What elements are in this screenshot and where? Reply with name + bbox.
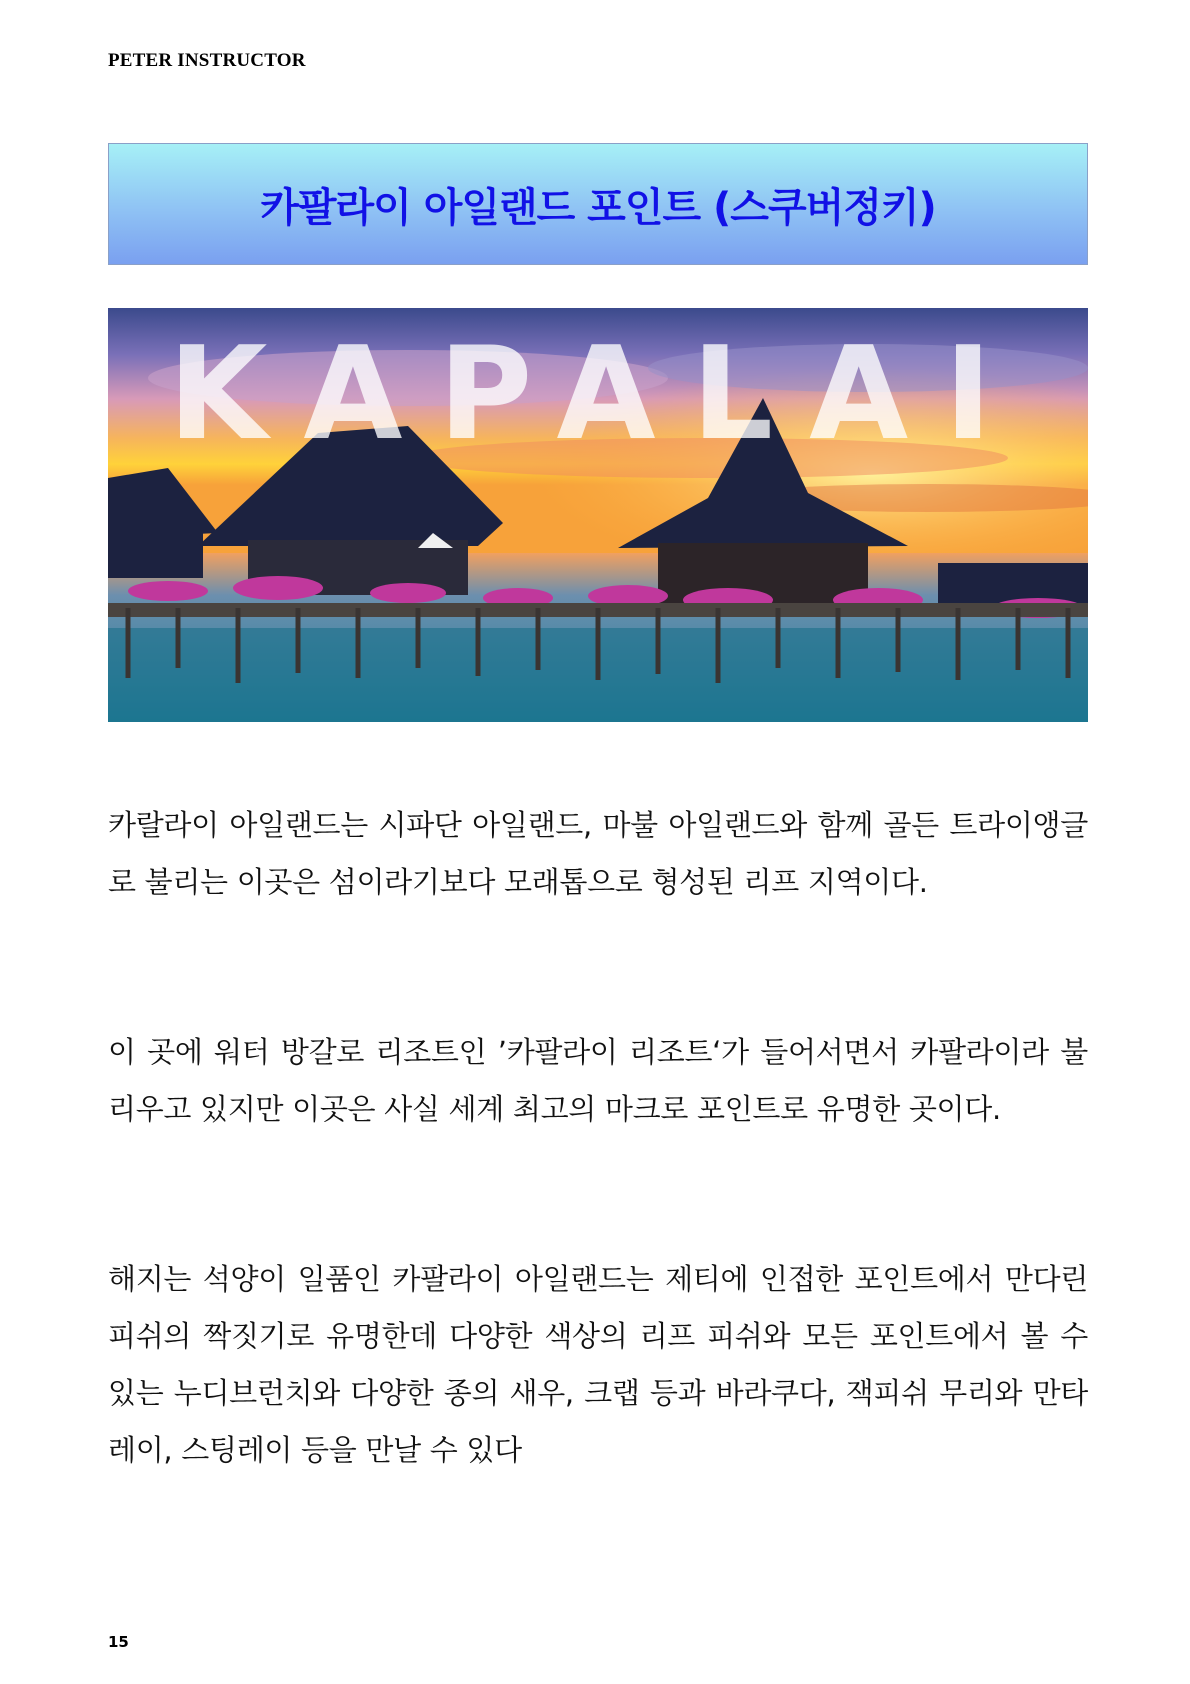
- paragraph-3: 해지는 석양이 일품인 카팔라이 아일랜드는 제티에 인접한 포인트에서 만다린 피쉬의 짝짓기로 유명한데 다양한 색상의 리프 피쉬와 모든 포인트에서 볼 수 있는 누디브런치와 다양한 종의 새우, 크랩 등과 바라쿠다, 잭피쉬 무리와 만타레이, 스팅레이 등을 만날 수 있다: [108, 1262, 1088, 1467]
- page-title: 카팔라이 아일랜드 포인트 (스쿠버정키): [260, 184, 936, 231]
- hero-photo: [108, 308, 1088, 722]
- paragraph-1: 카랄라이 아일랜드는 시파단 아일랜드, 마불 아일랜드와 함께 골든 트라이앵글로 불리는 이곳은 섬이라기보다 모래톱으로 형성된 리프 지역이다.: [108, 808, 1088, 899]
- page-number: 15: [108, 1633, 129, 1651]
- paragraph-2: 이 곳에 워터 방갈로 리조트인 ’카팔라이 리조트‘가 들어서면서 카팔라이라 불리우고 있지만 이곳은 사실 세계 최고의 마크로 포인트로 유명한 곳이다.: [108, 1035, 1088, 1126]
- hero-overlay-text: KAPALAI: [168, 320, 1028, 469]
- running-head: PETER INSTRUCTOR: [108, 50, 306, 71]
- title-banner: [108, 143, 1088, 265]
